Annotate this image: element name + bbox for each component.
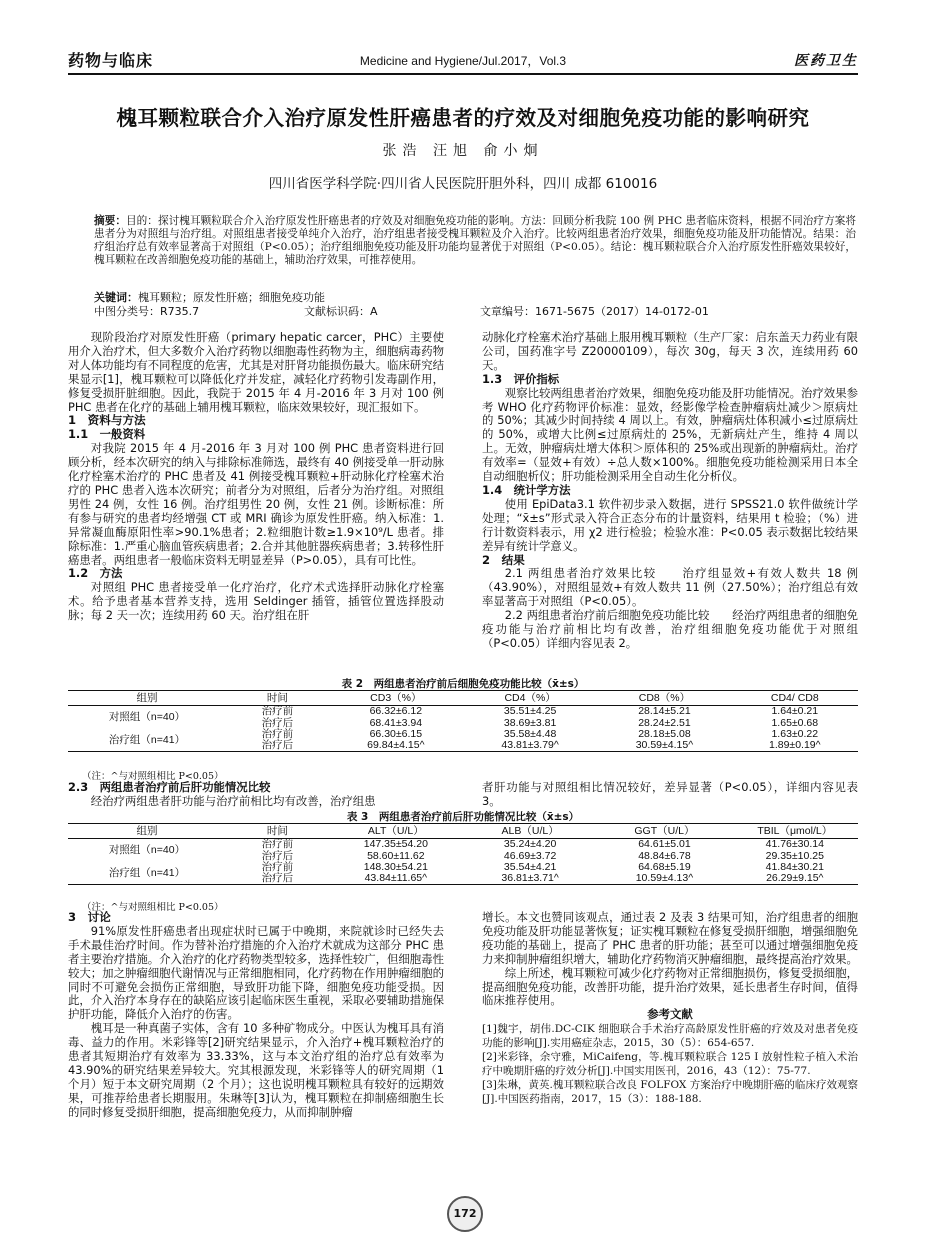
- references-list: [482, 1022, 858, 1106]
- table-cell: 30.59±4.15^: [635, 739, 694, 752]
- affiliation: 四川省医学科学院·四川省人民医院肝胆外科，四川 成都 610016: [268, 176, 658, 192]
- table-cell: 10.59±4.13^: [635, 872, 694, 885]
- table-row: [68, 729, 858, 740]
- abstract: [94, 215, 856, 267]
- table-header-cell: 时间: [226, 824, 329, 839]
- group-name-cell: 治疗组（n=41）: [108, 733, 186, 746]
- keywords-text: 槐耳颗粒；原发性肝癌；细胞免疫功能: [138, 291, 325, 304]
- table-cell: 66.32±6.12: [369, 705, 423, 718]
- table-cell: 治疗后: [261, 739, 294, 752]
- section-2-3-right: [482, 781, 858, 809]
- section-2-3-left-text: 经治疗两组患者肝功能与治疗前相比均有改善，治疗组患: [90, 793, 376, 808]
- table-header-cell: ALB（U/L）: [463, 824, 597, 839]
- method-continued-paragraph: 动脉化疗栓塞术治疗基础上服用槐耳颗粒（生产厂家：启东盖天力药业有限公司，国药准字号 Z20000109），每次 30g，每天 3 次，连续用药 60 天。: [482, 330, 858, 372]
- table-cell: 48.84±6.78: [638, 849, 691, 862]
- result-2-1-paragraph: 2.1 两组患者治疗效果比较 治疗组显效+有效人数共 18 例（43.90%），对照组显效+有效人数共 11 例（27.50%）；治疗组总有效率显著高于对照组（P<0.05）。: [482, 566, 858, 609]
- journal-issue-info: Medicine and Hygiene/Jul.2017，Vol.3: [359, 54, 567, 68]
- group-name-cell: 治疗组（n=41）: [108, 866, 186, 879]
- keywords-label: 关键词：: [94, 291, 138, 304]
- section-2-3-left: [68, 781, 444, 809]
- table-cell: 1.89±0.19^: [769, 739, 821, 752]
- table-cell: 46.69±3.72: [503, 849, 557, 862]
- journal-section-label: 药物与临床: [68, 51, 154, 70]
- table-cell: 治疗前: [261, 860, 294, 873]
- table-cell: 36.81±3.71^: [501, 872, 559, 885]
- table-row: [68, 706, 858, 718]
- authors: 张浩 汪旭 俞小炯: [382, 143, 544, 159]
- section-heading: 3 讨论: [68, 910, 111, 924]
- subsection-heading: 2.3 两组患者治疗前后肝功能情况比较: [68, 780, 271, 794]
- reference-item: [2]米彩锋，余守雅，MiCaifeng，等.槐耳颗粒联合 125 I 放射性粒子植入术治疗中晚期肝癌的疗效分析[J].中国实用医刊，2016，43（12）：75-77.: [482, 1051, 858, 1078]
- table-cell: 28.24±2.51: [638, 716, 691, 729]
- table-cell: 28.18±5.08: [638, 727, 691, 740]
- page-number: 172: [447, 1196, 483, 1232]
- table-header-cell: CD8（%）: [597, 691, 731, 706]
- abstract-text: 目的：探讨槐耳颗粒联合介入治疗原发性肝癌患者的疗效及对细胞免疫功能的影响。方法：回顾分析我院 100 例 PHC 患者临床资料，根据不同治疗方案将患者分为对照组与治疗组。对照组患者接受单纯介入治疗，治疗组患者接受槐耳颗粒及介入治疗。比较两组患者治疗效果，细胞免疫功能及肝功能情况。结果：治疗组治疗总有效率显著高于对照组（P<0.05）；治疗组细胞免疫功能及肝功能均显著优于对照组（P<0.05）。结论：槐耳颗粒联合介入治疗原发性肝癌效果较好，槐耳颗粒在改善细胞免疫功能的基础上，辅助治疗效果，可推荐使用。: [94, 215, 857, 266]
- table-header-cell: CD4/ CD8: [732, 691, 858, 706]
- result-2-2-paragraph: 2.2 两组患者治疗前后细胞免疫功能比较 经治疗两组患者的细胞免疫功能与治疗前相比均有改善，治疗组细胞免疫功能优于对照组（P<0.05）详细内容见表 2。: [482, 608, 858, 650]
- discussion-paragraph-2: 槐耳是一种真菌子实体，含有 10 多种矿物成分。中医认为槐耳具有消毒、益力的作用。米彩锋等[2]研究结果显示，介入治疗+槐耳颗粒治疗的患者其短期治疗有效率为 33.33%，这与本文治疗组的治疗总有效率为 43.90%的研究结果差异较大。究其根源发现，米彩锋等人的研究周期（1 个月）短于本文研究周期（2 个月）；这也说明槐耳颗粒具有较好的远期效果，可推荐给患者长期服用。朱琳等[3]认为，槐耳颗粒在抑制癌细胞生长的同时修复受损肝细胞，提高细胞免疫力，从而抑制肿瘤: [68, 1021, 444, 1119]
- table-cell: 26.29±9.15^: [766, 872, 824, 885]
- table-row: [68, 862, 858, 873]
- intro-paragraph: 现阶段治疗对原发性肝癌（primary hepatic carcer，PHC）主要使用介入治疗术，但大多数介入治疗药物以细胞毒性药物为主，细胞病毒药物对人体功能均有不同程度的危害，尤其是对肝肾功能损伤最大。临床研究结果显示[1]，槐耳颗粒可以降低化疗并发症，减轻化疗药物引发毒副作用，修复受损肝脏细胞。因此，我院于 2015 年 4 月-2016 年 3 月对 100 例 PHC 患者在化疗的基础上辅用槐耳颗粒，临床效果较好，现汇报如下。: [68, 330, 444, 414]
- table-cell: 35.24±4.20: [503, 838, 557, 851]
- table-cell: 29.35±10.25: [765, 849, 824, 862]
- table-cell: 1.64±0.21: [771, 705, 819, 718]
- reference-item: [1]魏宇，胡伟.DC-CIK 细胞联合手术治疗高龄原发性肝癌的疗效及对患者免疫功能的影响[J].实用癌症杂志，2015，30（5）：654-657.: [482, 1023, 858, 1050]
- table-header-cell: 时间: [226, 691, 329, 706]
- table-cell: 1.65±0.68: [771, 716, 819, 729]
- table-2-note: （注：^与对照组相比 P<0.05）: [82, 771, 224, 782]
- table-cell: 治疗后: [261, 872, 294, 885]
- table-header-cell: GGT（U/L）: [597, 824, 731, 839]
- journal-name: 医药卫生: [794, 53, 858, 69]
- table-cell: 28.14±5.21: [638, 705, 691, 718]
- evaluation-paragraph: 观察比较两组患者治疗效果，细胞免疫功能及肝功能情况。治疗效果参考 WHO 化疗药物评价标准：显效，经影像学检查肿瘤病灶减少＞原病灶的 50%；其减少时间持续 4 周以上。有效，肿瘤病灶体积减小≤过原病灶的 50%，或增大比例≤过原病灶的 25%，无新病灶产生，维持 4 周以上。无效，肿瘤病灶增大体积＞原体积的 25%或出现新的肿瘤病灶。治疗有效率=（显效+有效）÷总人数×100%。细胞免疫功能检测采用日本全自动细胞析仪；肝功能检测采用全自动生化分析仪。: [482, 385, 858, 484]
- table-cell: 148.30±54.21: [363, 860, 428, 873]
- section-heading: 2 结果: [482, 552, 525, 567]
- classification-line: [94, 303, 856, 317]
- table-cell: 69.84±4.15^: [367, 739, 425, 752]
- article-number: 文章编号：1671-5675（2017）14-0172-01: [480, 305, 709, 318]
- table-header-cell: 组别: [68, 691, 226, 706]
- table-cell: 68.41±3.94: [369, 716, 423, 729]
- references-heading: 参考文献: [647, 1007, 693, 1022]
- subsection-heading: 1.1 一般资料: [68, 427, 146, 442]
- left-column-1: [68, 331, 444, 623]
- table-cell: 66.30±6.15: [369, 727, 423, 740]
- table-cell: 治疗前: [261, 838, 294, 851]
- discussion-paragraph-3: 增长。本文也赞同该观点，通过表 2 及表 3 结果可知，治疗组患者的细胞免疫功能及肝功能显著恢复；证实槐耳颗粒在修复受损肝细胞，增强细胞免疫功能的基础上，提高了 PHC 患者的肝功能；甚至可以通过增强细胞免疫力来抑制肿瘤组织增大，辅助化疗药物消灭肿瘤细胞，最终提高治疗效果。: [482, 910, 858, 966]
- clc-number: 中图分类号：R735.7: [94, 305, 200, 318]
- table-cell: 35.54±4.21: [503, 860, 557, 873]
- section-2-3-right-text: 者肝功能与对照组相比情况较好，差异显著（P<0.05），详细内容见表 3。: [482, 780, 858, 808]
- table-cell: 58.60±11.62: [367, 849, 425, 862]
- document-code: 文献标识码：A: [304, 305, 378, 318]
- table-cell: 35.51±4.25: [503, 705, 557, 718]
- group-name-cell: 对照组（n=40）: [108, 710, 186, 723]
- table-3: [68, 823, 858, 885]
- table-cell: 41.76±30.14: [765, 838, 824, 851]
- conclusion-paragraph: 综上所述，槐耳颗粒可减少化疗药物对正常细胞损伤，修复受损细胞，提高细胞免疫功能，改善肝功能，提升治疗效果，延长患者生存时间，值得临床推荐使用。: [482, 965, 858, 1008]
- table-cell: 治疗前: [261, 705, 294, 718]
- general-data-paragraph: 对我院 2015 年 4 月-2016 年 3 月对 100 例 PHC 患者资料进行回顾分析，经本次研究的纳入与排除标准筛选，最终有 40 例接受单一肝动脉化疗栓塞术治疗的 PHC 患者及 41 例接受槐耳颗粒+肝动脉化疗栓塞术治疗的 PHC 患者入选本次研究；前者分为对照组，后者分为治疗组。对照组男性 24 例，女性 16 例。治疗组男性 20 例，女性 21 例。诊断标准：所有参与研究的患者均经增强 CT 或 MRI 确诊为原发性肝癌。纳入标准：1.异常凝血酶原阳性率>90.1%患者；2.粒细胞计数≥1.9×10⁹/L 患者。排除标准：1.严重心脑血管疾病患者；2.合并其他脏器疾病患者；3.转移性肝癌患者。两组患者一般临床资料无明显差异（P>0.05），具有可比性。: [68, 441, 444, 567]
- section-heading: 1 资料与方法: [68, 413, 146, 428]
- table-3-caption: 表 3 两组患者治疗前后肝功能情况比较（x̄±s）: [346, 811, 580, 823]
- table-cell: 41.84±30.21: [765, 860, 824, 873]
- subsection-heading: 1.4 统计学方法: [482, 482, 571, 497]
- group-name-cell: 对照组（n=40）: [108, 843, 186, 856]
- discussion-paragraph-1: 91%原发性肝癌患者出现症状时已属于中晚期，来院就诊时已经失去手术最佳治疗时间。作为替补治疗措施的介入治疗术就成为这部分 PHC 患者主要治疗措施。介入治疗的化疗药物类型较多，选择性较广，但细胞毒性较大；加之肿瘤细胞代谢情况与正常细胞相同，化疗药物在作用肿瘤细胞的同时不可避免会损伤正常细胞，导致肝功能下降，细胞免疫功能受损。因此，介入治疗本身存在的缺陷应该引起临床医生重视，采取必要辅助措施保护肝功能，降低介入治疗的伤害。: [68, 923, 444, 1022]
- table-cell: 1.63±0.22: [771, 727, 819, 740]
- table-cell: 43.84±11.65^: [364, 872, 428, 885]
- subsection-heading: 1.2 方法: [68, 566, 123, 581]
- abstract-label: 摘要：: [94, 215, 126, 227]
- paper-title: 槐耳颗粒联合介入治疗原发性肝癌患者的疗效及对细胞免疫功能的影响研究: [116, 106, 810, 130]
- reference-item: [3]朱琳，黄英.槐耳颗粒联合改良 FOLFOX 方案治疗中晚期肝癌的临床疗效观察[J].中国医药指南，2017，15（3）：188-188.: [482, 1079, 858, 1106]
- table-header-cell: TBIL（μmol/L）: [732, 824, 858, 839]
- table-header-cell: ALT（U/L）: [329, 824, 463, 839]
- subsection-heading: 1.3 评价指标: [482, 371, 560, 386]
- table-cell: 64.61±5.01: [638, 838, 691, 851]
- table-cell: 147.35±54.20: [363, 838, 428, 851]
- table-3-note: （注：^与对照组相比 P<0.05）: [82, 902, 224, 913]
- statistics-paragraph: 使用 EpiData3.1 软件初步录入数据，进行 SPSS21.0 软件做统计学处理；“x̄±s”形式录入符合正态分布的计量资料，结果用 t 检验；（%）进行计数资料表示，用 χ2 进行检验；检验水准：P<0.05 表示数据比较结果差异有统计学意义。: [482, 496, 858, 553]
- table-cell: 治疗后: [261, 716, 294, 729]
- right-column-1: [482, 331, 858, 651]
- table-header-cell: CD4（%）: [463, 691, 597, 706]
- table-2-caption: 表 2 两组患者治疗前后细胞免疫功能比较（x̄±s）: [341, 678, 585, 690]
- table-cell: 43.81±3.79^: [501, 739, 559, 752]
- table-2: [68, 690, 858, 752]
- table-cell: 64.68±5.19: [638, 860, 691, 873]
- discussion-left: [68, 911, 444, 1120]
- table-cell: 35.58±4.48: [503, 727, 557, 740]
- table-cell: 38.69±3.81: [503, 716, 557, 729]
- method-paragraph: 对照组 PHC 患者接受单一化疗治疗，化疗术式选择肝动脉化疗栓塞术。给予患者基本营养支持，选用 Seldinger 插管，插管位置选择股动脉；每 2 天一次；连续用药 60 天。治疗组在肝: [68, 580, 444, 623]
- discussion-right: [482, 911, 858, 1106]
- table-row: [68, 839, 858, 851]
- table-header-cell: 组别: [68, 824, 226, 839]
- table-cell: 治疗前: [261, 727, 294, 740]
- table-header-cell: CD3（%）: [329, 691, 463, 706]
- header-rule: [68, 73, 858, 75]
- table-cell: 治疗后: [261, 849, 294, 862]
